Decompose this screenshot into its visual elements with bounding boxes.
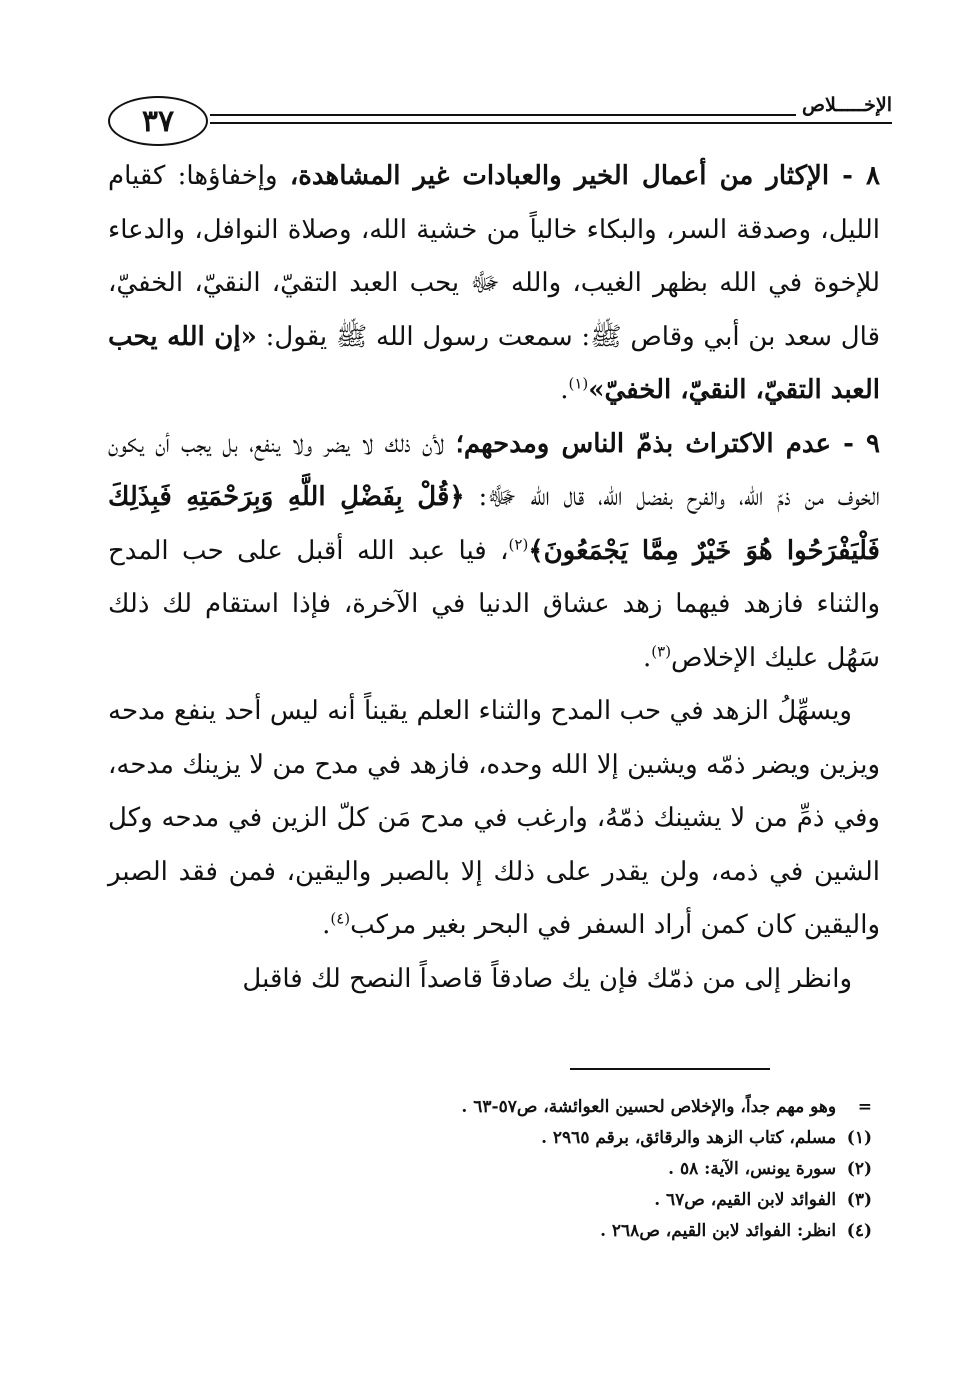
footnote-text: مسلم، كتاب الزهد والرقائق، برقم ٢٩٦٥ .: [541, 1128, 837, 1148]
quran-verse: ﴿قُلْ بِفَضْلِ اللَّهِ وَبِرَحْمَتِهِ فَبِذَلِكَ فَلْيَفْرَحُوا هُوَ خَيْرٌ مِمَّا يَجْمَعُونَ﴾: [108, 482, 880, 566]
footnote-ref-3: (٣): [651, 641, 672, 660]
footnote-2: [300, 1154, 872, 1185]
hadith-quote: «إن الله يحب العبد التقيّ، النقيّ، الخفيّ»: [108, 321, 880, 405]
footnote-number: (٣): [846, 1190, 872, 1210]
footnote-ref-4: (٤): [330, 909, 351, 928]
footnote-text: سورة يونس، الآية: ٥٨ .: [668, 1159, 837, 1179]
zuhd-text: ويسهِّلُ الزهد في حب المدح والثناء العلم يقيناً أنه ليس أحد ينفع مدحه ويزين ويضر ذمّه ويشين إلا الله وحده، فازهد في مدح من لا يزينك مدحه، وفي ذمِّ من لا يشينك ذمّهُ، وارغب في مدح مَن كلّ الزين في مدحه وكل الشين في ذمه، ولن يقدر على ذلك إلا بالصبر واليقين، فمن فقد الصبر واليقين كان كمن أراد السفر في البحر بغير مركب: [108, 696, 880, 940]
paragraph-9: [108, 418, 880, 686]
item-9-heading: ٩ - عدم الاكتراث بذمّ الناس ومدحهم؛: [455, 428, 880, 459]
footnote-separator: [570, 1068, 770, 1070]
period: .: [322, 910, 331, 940]
footnote-1: [300, 1123, 872, 1154]
footnote-number: (١): [846, 1128, 872, 1148]
paragraph-final: [108, 953, 880, 1007]
footnote-3: [300, 1185, 872, 1216]
item-8-heading: ٨ - الإكثار من أعمال الخير والعبادات غير المشاهدة،: [289, 161, 880, 191]
footnote-number: (٢): [846, 1159, 872, 1179]
final-text: وانظر إلى من ذمّك فإن يك صادقاً قاصداً النصح لك فاقبل: [242, 963, 852, 994]
page-header: [108, 92, 892, 152]
paragraph-8: [108, 150, 880, 418]
footnote-marker: =: [857, 1097, 872, 1117]
footnote-number: (٤): [846, 1221, 872, 1241]
period: .: [560, 375, 569, 405]
item-9-text: لأن ذلك لا يضر ولا ينفع، بل يجب أن يكون الخوف من ذمّ الله، والفرح بفضل الله، قال الله ﷻ:: [108, 428, 880, 512]
period: .: [643, 642, 652, 673]
footnote-continued: [300, 1092, 872, 1123]
footnote-text: انظر: الفوائد لابن القيم، ص٢٦٨ .: [600, 1221, 837, 1241]
footnote-text: الفوائد لابن القيم، ص٦٧ .: [654, 1190, 837, 1210]
header-rule-bottom: [210, 122, 892, 124]
item-9-text-continued: ، فيا عبد الله أقبل على حب المدح والثناء فازهد فيهما زهد عشاق الدنيا في الآخرة، فإذا استقام لك ذلك سَهُل عليك الإخلاص: [108, 535, 880, 673]
running-title: الإخـــــلاص: [796, 94, 892, 116]
paragraph-zuhd: [108, 685, 880, 953]
footnote-text: وهو مهم جداً، والإخلاص لحسين العوائشة، ص٥٧-٦٣ .: [461, 1097, 837, 1117]
item-8-text: وإخفاؤها: كقيام الليل، وصدقة السر، والبكاء خالياً من خشية الله، وصلاة النوافل، والدعاء للإخوة في الله بظهر الغيب، والله ﷻ يحب العبد التقيّ، النقيّ، الخفيّ، قال سعد بن أبي وقاص ﷺ: سمعت رسول الله ﷺ يقول:: [108, 161, 881, 352]
footnote-4: [300, 1216, 872, 1247]
footnotes: [300, 1092, 872, 1247]
body-text: [108, 150, 880, 1006]
header-rule-top: [210, 114, 800, 116]
footnote-ref-2: (٢): [508, 534, 529, 553]
page-number: ٣٧: [108, 96, 208, 146]
footnote-ref-1: (١): [568, 374, 589, 393]
